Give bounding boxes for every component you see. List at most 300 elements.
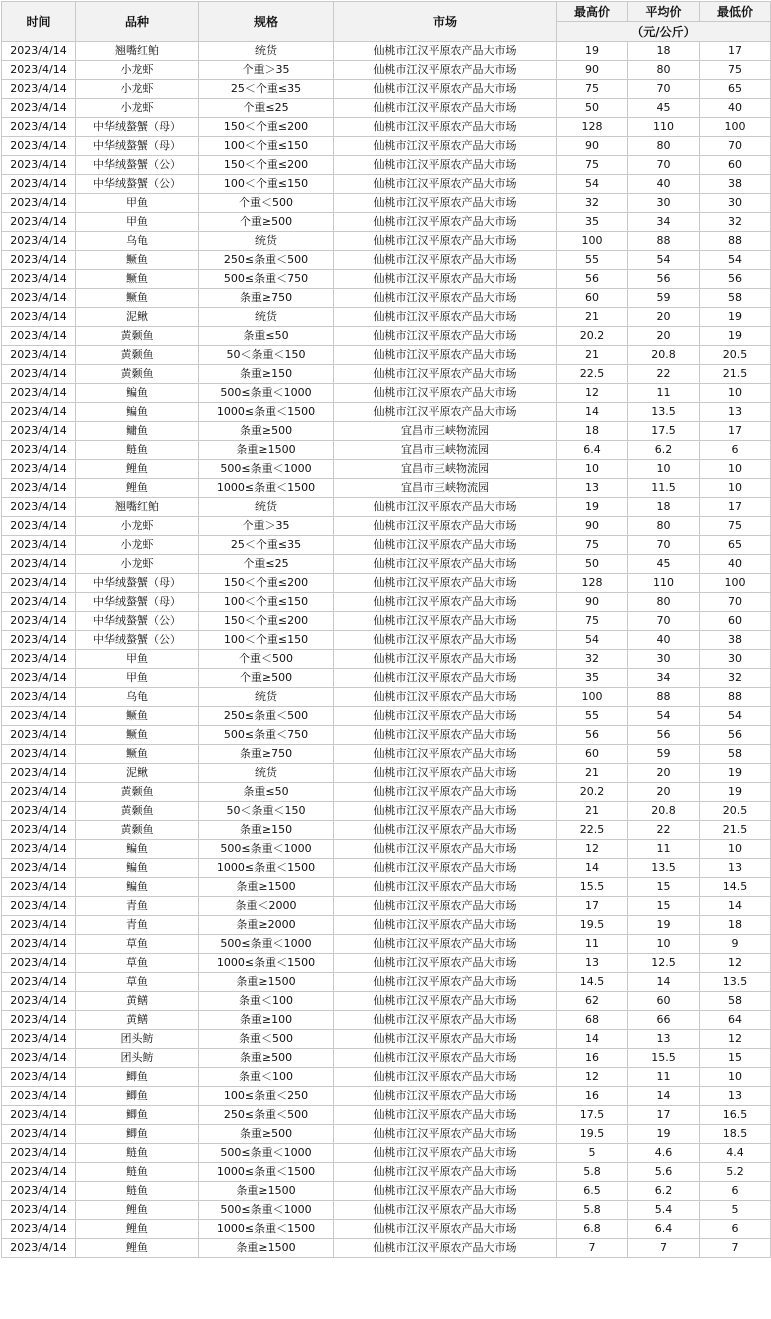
cell-max: 100	[557, 688, 628, 707]
table-row	[2, 1106, 771, 1125]
cell-min: 40	[700, 99, 771, 118]
cell-min: 30	[700, 194, 771, 213]
cell-market: 仙桃市江汉平原农产品大市场	[334, 42, 557, 61]
table-row	[2, 327, 771, 346]
cell-spec: 500≤条重＜1000	[199, 384, 334, 403]
table-row	[2, 308, 771, 327]
cell-avg: 88	[628, 688, 700, 707]
cell-market: 仙桃市江汉平原农产品大市场	[334, 1011, 557, 1030]
cell-variety: 小龙虾	[76, 80, 199, 99]
cell-avg: 30	[628, 650, 700, 669]
cell-avg: 20.8	[628, 346, 700, 365]
table-row	[2, 460, 771, 479]
cell-avg: 40	[628, 175, 700, 194]
cell-market: 仙桃市江汉平原农产品大市场	[334, 327, 557, 346]
cell-time: 2023/4/14	[2, 764, 76, 783]
cell-min: 70	[700, 137, 771, 156]
cell-variety: 中华绒螯蟹（母）	[76, 137, 199, 156]
table-row	[2, 1030, 771, 1049]
cell-time: 2023/4/14	[2, 270, 76, 289]
cell-max: 13	[557, 954, 628, 973]
cell-min: 65	[700, 80, 771, 99]
cell-market: 仙桃市江汉平原农产品大市场	[334, 99, 557, 118]
cell-time: 2023/4/14	[2, 707, 76, 726]
cell-max: 16	[557, 1087, 628, 1106]
cell-min: 14	[700, 897, 771, 916]
cell-time: 2023/4/14	[2, 954, 76, 973]
header-variety: 品种	[76, 2, 199, 42]
table-row	[2, 441, 771, 460]
cell-variety: 泥鳅	[76, 764, 199, 783]
cell-max: 10	[557, 460, 628, 479]
cell-time: 2023/4/14	[2, 992, 76, 1011]
cell-market: 仙桃市江汉平原农产品大市场	[334, 840, 557, 859]
cell-market: 仙桃市江汉平原农产品大市场	[334, 574, 557, 593]
table-row	[2, 270, 771, 289]
cell-max: 54	[557, 175, 628, 194]
cell-min: 20.5	[700, 802, 771, 821]
cell-variety: 翘嘴红鲌	[76, 498, 199, 517]
table-row	[2, 251, 771, 270]
cell-variety: 鳜鱼	[76, 270, 199, 289]
header-row	[2, 2, 771, 22]
cell-variety: 鲢鱼	[76, 1144, 199, 1163]
table-row	[2, 80, 771, 99]
cell-variety: 鲤鱼	[76, 460, 199, 479]
cell-avg: 45	[628, 99, 700, 118]
cell-time: 2023/4/14	[2, 897, 76, 916]
cell-avg: 60	[628, 992, 700, 1011]
cell-spec: 条重＜2000	[199, 897, 334, 916]
cell-market: 仙桃市江汉平原农产品大市场	[334, 802, 557, 821]
cell-spec: 250≤条重＜500	[199, 251, 334, 270]
cell-spec: 个重＜500	[199, 650, 334, 669]
cell-variety: 甲鱼	[76, 213, 199, 232]
cell-avg: 5.4	[628, 1201, 700, 1220]
cell-variety: 鳊鱼	[76, 859, 199, 878]
cell-min: 14.5	[700, 878, 771, 897]
cell-max: 56	[557, 270, 628, 289]
cell-spec: 50＜条重＜150	[199, 802, 334, 821]
table-row	[2, 745, 771, 764]
cell-spec: 500≤条重＜1000	[199, 840, 334, 859]
cell-min: 75	[700, 517, 771, 536]
cell-variety: 小龙虾	[76, 99, 199, 118]
table-row	[2, 859, 771, 878]
cell-time: 2023/4/14	[2, 289, 76, 308]
cell-spec: 1000≤条重＜1500	[199, 1163, 334, 1182]
cell-spec: 个重≥500	[199, 669, 334, 688]
cell-avg: 6.2	[628, 441, 700, 460]
cell-market: 仙桃市江汉平原农产品大市场	[334, 1049, 557, 1068]
cell-time: 2023/4/14	[2, 346, 76, 365]
cell-avg: 20	[628, 764, 700, 783]
cell-spec: 条重≥1500	[199, 441, 334, 460]
cell-spec: 条重≥1500	[199, 973, 334, 992]
cell-time: 2023/4/14	[2, 859, 76, 878]
table-row	[2, 99, 771, 118]
table-row	[2, 973, 771, 992]
cell-spec: 条重≥2000	[199, 916, 334, 935]
cell-min: 6	[700, 1182, 771, 1201]
cell-spec: 条重≤50	[199, 783, 334, 802]
cell-variety: 鳜鱼	[76, 745, 199, 764]
cell-market: 仙桃市江汉平原农产品大市场	[334, 1125, 557, 1144]
cell-min: 19	[700, 308, 771, 327]
cell-max: 22.5	[557, 365, 628, 384]
cell-avg: 70	[628, 612, 700, 631]
table-row	[2, 194, 771, 213]
cell-max: 19	[557, 42, 628, 61]
cell-avg: 13.5	[628, 403, 700, 422]
cell-max: 60	[557, 745, 628, 764]
cell-variety: 鳊鱼	[76, 384, 199, 403]
cell-avg: 10	[628, 460, 700, 479]
cell-avg: 20	[628, 783, 700, 802]
cell-avg: 18	[628, 42, 700, 61]
cell-market: 仙桃市江汉平原农产品大市场	[334, 1201, 557, 1220]
price-table	[1, 1, 771, 1258]
cell-market: 仙桃市江汉平原农产品大市场	[334, 175, 557, 194]
cell-spec: 1000≤条重＜1500	[199, 403, 334, 422]
cell-time: 2023/4/14	[2, 631, 76, 650]
cell-min: 56	[700, 270, 771, 289]
cell-market: 仙桃市江汉平原农产品大市场	[334, 878, 557, 897]
cell-spec: 个重＞35	[199, 517, 334, 536]
cell-max: 13	[557, 479, 628, 498]
cell-avg: 11	[628, 1068, 700, 1087]
cell-min: 9	[700, 935, 771, 954]
cell-market: 仙桃市江汉平原农产品大市场	[334, 517, 557, 536]
cell-min: 100	[700, 118, 771, 137]
cell-spec: 250≤条重＜500	[199, 1106, 334, 1125]
cell-min: 21.5	[700, 821, 771, 840]
cell-max: 75	[557, 536, 628, 555]
cell-time: 2023/4/14	[2, 118, 76, 137]
cell-time: 2023/4/14	[2, 593, 76, 612]
cell-variety: 黄颡鱼	[76, 783, 199, 802]
cell-market: 仙桃市江汉平原农产品大市场	[334, 612, 557, 631]
cell-variety: 小龙虾	[76, 555, 199, 574]
cell-time: 2023/4/14	[2, 973, 76, 992]
cell-time: 2023/4/14	[2, 175, 76, 194]
cell-spec: 个重＞35	[199, 61, 334, 80]
cell-variety: 中华绒螯蟹（公）	[76, 156, 199, 175]
cell-market: 仙桃市江汉平原农产品大市场	[334, 859, 557, 878]
table-row	[2, 1087, 771, 1106]
cell-min: 15	[700, 1049, 771, 1068]
cell-max: 21	[557, 802, 628, 821]
cell-market: 宜昌市三峡物流园	[334, 441, 557, 460]
header-max: 最高价	[557, 2, 628, 22]
cell-spec: 条重≥500	[199, 1049, 334, 1068]
cell-time: 2023/4/14	[2, 745, 76, 764]
cell-time: 2023/4/14	[2, 1106, 76, 1125]
cell-market: 宜昌市三峡物流园	[334, 479, 557, 498]
table-row	[2, 156, 771, 175]
cell-max: 55	[557, 707, 628, 726]
cell-spec: 条重≥500	[199, 1125, 334, 1144]
cell-avg: 110	[628, 118, 700, 137]
cell-min: 10	[700, 460, 771, 479]
cell-min: 17	[700, 42, 771, 61]
cell-spec: 500≤条重＜1000	[199, 1201, 334, 1220]
cell-spec: 个重＜500	[199, 194, 334, 213]
cell-max: 16	[557, 1049, 628, 1068]
cell-market: 仙桃市江汉平原农产品大市场	[334, 308, 557, 327]
cell-avg: 13	[628, 1030, 700, 1049]
cell-variety: 鲫鱼	[76, 1125, 199, 1144]
cell-min: 58	[700, 992, 771, 1011]
cell-max: 6.4	[557, 441, 628, 460]
cell-market: 仙桃市江汉平原农产品大市场	[334, 232, 557, 251]
cell-variety: 鲤鱼	[76, 479, 199, 498]
cell-avg: 11	[628, 384, 700, 403]
cell-variety: 黄鳝	[76, 992, 199, 1011]
cell-market: 仙桃市江汉平原农产品大市场	[334, 954, 557, 973]
cell-time: 2023/4/14	[2, 1030, 76, 1049]
cell-max: 90	[557, 61, 628, 80]
table-row	[2, 498, 771, 517]
cell-spec: 统货	[199, 498, 334, 517]
cell-max: 75	[557, 612, 628, 631]
header-avg: 平均价	[628, 2, 700, 22]
cell-max: 19	[557, 498, 628, 517]
cell-min: 13	[700, 859, 771, 878]
cell-time: 2023/4/14	[2, 650, 76, 669]
cell-avg: 15	[628, 878, 700, 897]
cell-avg: 15.5	[628, 1049, 700, 1068]
table-row	[2, 992, 771, 1011]
cell-avg: 34	[628, 669, 700, 688]
cell-max: 5	[557, 1144, 628, 1163]
cell-variety: 黄颡鱼	[76, 821, 199, 840]
cell-time: 2023/4/14	[2, 783, 76, 802]
cell-market: 仙桃市江汉平原农产品大市场	[334, 61, 557, 80]
table-row	[2, 650, 771, 669]
cell-min: 60	[700, 612, 771, 631]
cell-variety: 草鱼	[76, 954, 199, 973]
cell-spec: 1000≤条重＜1500	[199, 954, 334, 973]
cell-variety: 鳊鱼	[76, 840, 199, 859]
cell-avg: 56	[628, 270, 700, 289]
table-row	[2, 574, 771, 593]
cell-variety: 鳜鱼	[76, 707, 199, 726]
cell-spec: 条重≥1500	[199, 878, 334, 897]
table-row	[2, 840, 771, 859]
cell-max: 50	[557, 555, 628, 574]
header-spec: 规格	[199, 2, 334, 42]
cell-time: 2023/4/14	[2, 555, 76, 574]
cell-avg: 7	[628, 1239, 700, 1258]
cell-avg: 11	[628, 840, 700, 859]
cell-time: 2023/4/14	[2, 1011, 76, 1030]
cell-variety: 鳊鱼	[76, 403, 199, 422]
cell-min: 12	[700, 954, 771, 973]
table-row	[2, 612, 771, 631]
cell-time: 2023/4/14	[2, 536, 76, 555]
cell-avg: 54	[628, 707, 700, 726]
cell-min: 54	[700, 707, 771, 726]
cell-time: 2023/4/14	[2, 669, 76, 688]
cell-time: 2023/4/14	[2, 42, 76, 61]
cell-time: 2023/4/14	[2, 308, 76, 327]
cell-max: 14	[557, 1030, 628, 1049]
cell-variety: 青鱼	[76, 916, 199, 935]
cell-avg: 14	[628, 1087, 700, 1106]
cell-avg: 70	[628, 80, 700, 99]
cell-time: 2023/4/14	[2, 916, 76, 935]
cell-spec: 100＜个重≤150	[199, 593, 334, 612]
cell-avg: 20	[628, 308, 700, 327]
cell-min: 13.5	[700, 973, 771, 992]
cell-spec: 统货	[199, 688, 334, 707]
table-row	[2, 726, 771, 745]
cell-avg: 80	[628, 593, 700, 612]
cell-max: 15.5	[557, 878, 628, 897]
cell-variety: 翘嘴红鲌	[76, 42, 199, 61]
cell-avg: 6.4	[628, 1220, 700, 1239]
cell-spec: 500≤条重＜750	[199, 726, 334, 745]
cell-avg: 18	[628, 498, 700, 517]
cell-market: 仙桃市江汉平原农产品大市场	[334, 1087, 557, 1106]
cell-variety: 黄颡鱼	[76, 346, 199, 365]
cell-min: 58	[700, 289, 771, 308]
cell-market: 仙桃市江汉平原农产品大市场	[334, 821, 557, 840]
cell-min: 16.5	[700, 1106, 771, 1125]
cell-spec: 统货	[199, 42, 334, 61]
cell-time: 2023/4/14	[2, 726, 76, 745]
cell-market: 仙桃市江汉平原农产品大市场	[334, 213, 557, 232]
table-row	[2, 631, 771, 650]
table-row	[2, 1049, 771, 1068]
table-row	[2, 688, 771, 707]
cell-avg: 19	[628, 1125, 700, 1144]
cell-variety: 中华绒螯蟹（母）	[76, 118, 199, 137]
cell-min: 19	[700, 327, 771, 346]
cell-avg: 10	[628, 935, 700, 954]
cell-spec: 50＜条重＜150	[199, 346, 334, 365]
cell-variety: 鳊鱼	[76, 878, 199, 897]
cell-spec: 25＜个重≤35	[199, 536, 334, 555]
cell-market: 宜昌市三峡物流园	[334, 422, 557, 441]
cell-spec: 100＜个重≤150	[199, 631, 334, 650]
cell-market: 仙桃市江汉平原农产品大市场	[334, 1144, 557, 1163]
cell-spec: 1000≤条重＜1500	[199, 1220, 334, 1239]
cell-spec: 1000≤条重＜1500	[199, 479, 334, 498]
cell-spec: 150＜个重≤200	[199, 612, 334, 631]
cell-spec: 条重≥1500	[199, 1182, 334, 1201]
cell-variety: 中华绒螯蟹（母）	[76, 574, 199, 593]
cell-variety: 黄鳝	[76, 1011, 199, 1030]
cell-spec: 500≤条重＜750	[199, 270, 334, 289]
table-row	[2, 878, 771, 897]
table-row	[2, 1220, 771, 1239]
table-row	[2, 118, 771, 137]
cell-time: 2023/4/14	[2, 1144, 76, 1163]
cell-avg: 80	[628, 61, 700, 80]
cell-avg: 34	[628, 213, 700, 232]
cell-max: 75	[557, 80, 628, 99]
cell-market: 仙桃市江汉平原农产品大市场	[334, 80, 557, 99]
table-row	[2, 1125, 771, 1144]
cell-market: 仙桃市江汉平原农产品大市场	[334, 745, 557, 764]
cell-max: 14	[557, 403, 628, 422]
cell-avg: 4.6	[628, 1144, 700, 1163]
cell-min: 32	[700, 669, 771, 688]
cell-avg: 30	[628, 194, 700, 213]
cell-spec: 个重≥500	[199, 213, 334, 232]
cell-time: 2023/4/14	[2, 1182, 76, 1201]
cell-time: 2023/4/14	[2, 1087, 76, 1106]
cell-variety: 鲤鱼	[76, 1239, 199, 1258]
cell-min: 18.5	[700, 1125, 771, 1144]
cell-variety: 小龙虾	[76, 536, 199, 555]
cell-max: 22.5	[557, 821, 628, 840]
table-row	[2, 916, 771, 935]
cell-max: 100	[557, 232, 628, 251]
cell-min: 54	[700, 251, 771, 270]
table-row	[2, 555, 771, 574]
cell-max: 32	[557, 194, 628, 213]
cell-market: 仙桃市江汉平原农产品大市场	[334, 118, 557, 137]
cell-spec: 100＜个重≤150	[199, 175, 334, 194]
cell-spec: 150＜个重≤200	[199, 574, 334, 593]
cell-market: 仙桃市江汉平原农产品大市场	[334, 1239, 557, 1258]
cell-avg: 13.5	[628, 859, 700, 878]
table-row	[2, 42, 771, 61]
table-row	[2, 213, 771, 232]
cell-spec: 500≤条重＜1000	[199, 1144, 334, 1163]
cell-min: 88	[700, 688, 771, 707]
cell-market: 仙桃市江汉平原农产品大市场	[334, 1030, 557, 1049]
cell-max: 128	[557, 574, 628, 593]
cell-time: 2023/4/14	[2, 1125, 76, 1144]
cell-max: 6.5	[557, 1182, 628, 1201]
cell-market: 仙桃市江汉平原农产品大市场	[334, 498, 557, 517]
cell-avg: 11.5	[628, 479, 700, 498]
cell-market: 仙桃市江汉平原农产品大市场	[334, 346, 557, 365]
cell-variety: 鳜鱼	[76, 726, 199, 745]
cell-market: 仙桃市江汉平原农产品大市场	[334, 536, 557, 555]
cell-time: 2023/4/14	[2, 612, 76, 631]
cell-market: 仙桃市江汉平原农产品大市场	[334, 593, 557, 612]
cell-min: 6	[700, 441, 771, 460]
cell-min: 5.2	[700, 1163, 771, 1182]
cell-avg: 40	[628, 631, 700, 650]
cell-avg: 20	[628, 327, 700, 346]
cell-min: 13	[700, 403, 771, 422]
cell-min: 19	[700, 783, 771, 802]
cell-market: 仙桃市江汉平原农产品大市场	[334, 935, 557, 954]
table-row	[2, 669, 771, 688]
cell-time: 2023/4/14	[2, 460, 76, 479]
cell-market: 仙桃市江汉平原农产品大市场	[334, 726, 557, 745]
cell-time: 2023/4/14	[2, 498, 76, 517]
cell-variety: 草鱼	[76, 935, 199, 954]
cell-max: 32	[557, 650, 628, 669]
table-row	[2, 1011, 771, 1030]
cell-time: 2023/4/14	[2, 878, 76, 897]
cell-max: 12	[557, 1068, 628, 1087]
cell-spec: 条重≥750	[199, 289, 334, 308]
cell-market: 仙桃市江汉平原农产品大市场	[334, 992, 557, 1011]
cell-min: 13	[700, 1087, 771, 1106]
cell-spec: 条重≥150	[199, 821, 334, 840]
header-market: 市场	[334, 2, 557, 42]
cell-min: 40	[700, 555, 771, 574]
cell-max: 11	[557, 935, 628, 954]
